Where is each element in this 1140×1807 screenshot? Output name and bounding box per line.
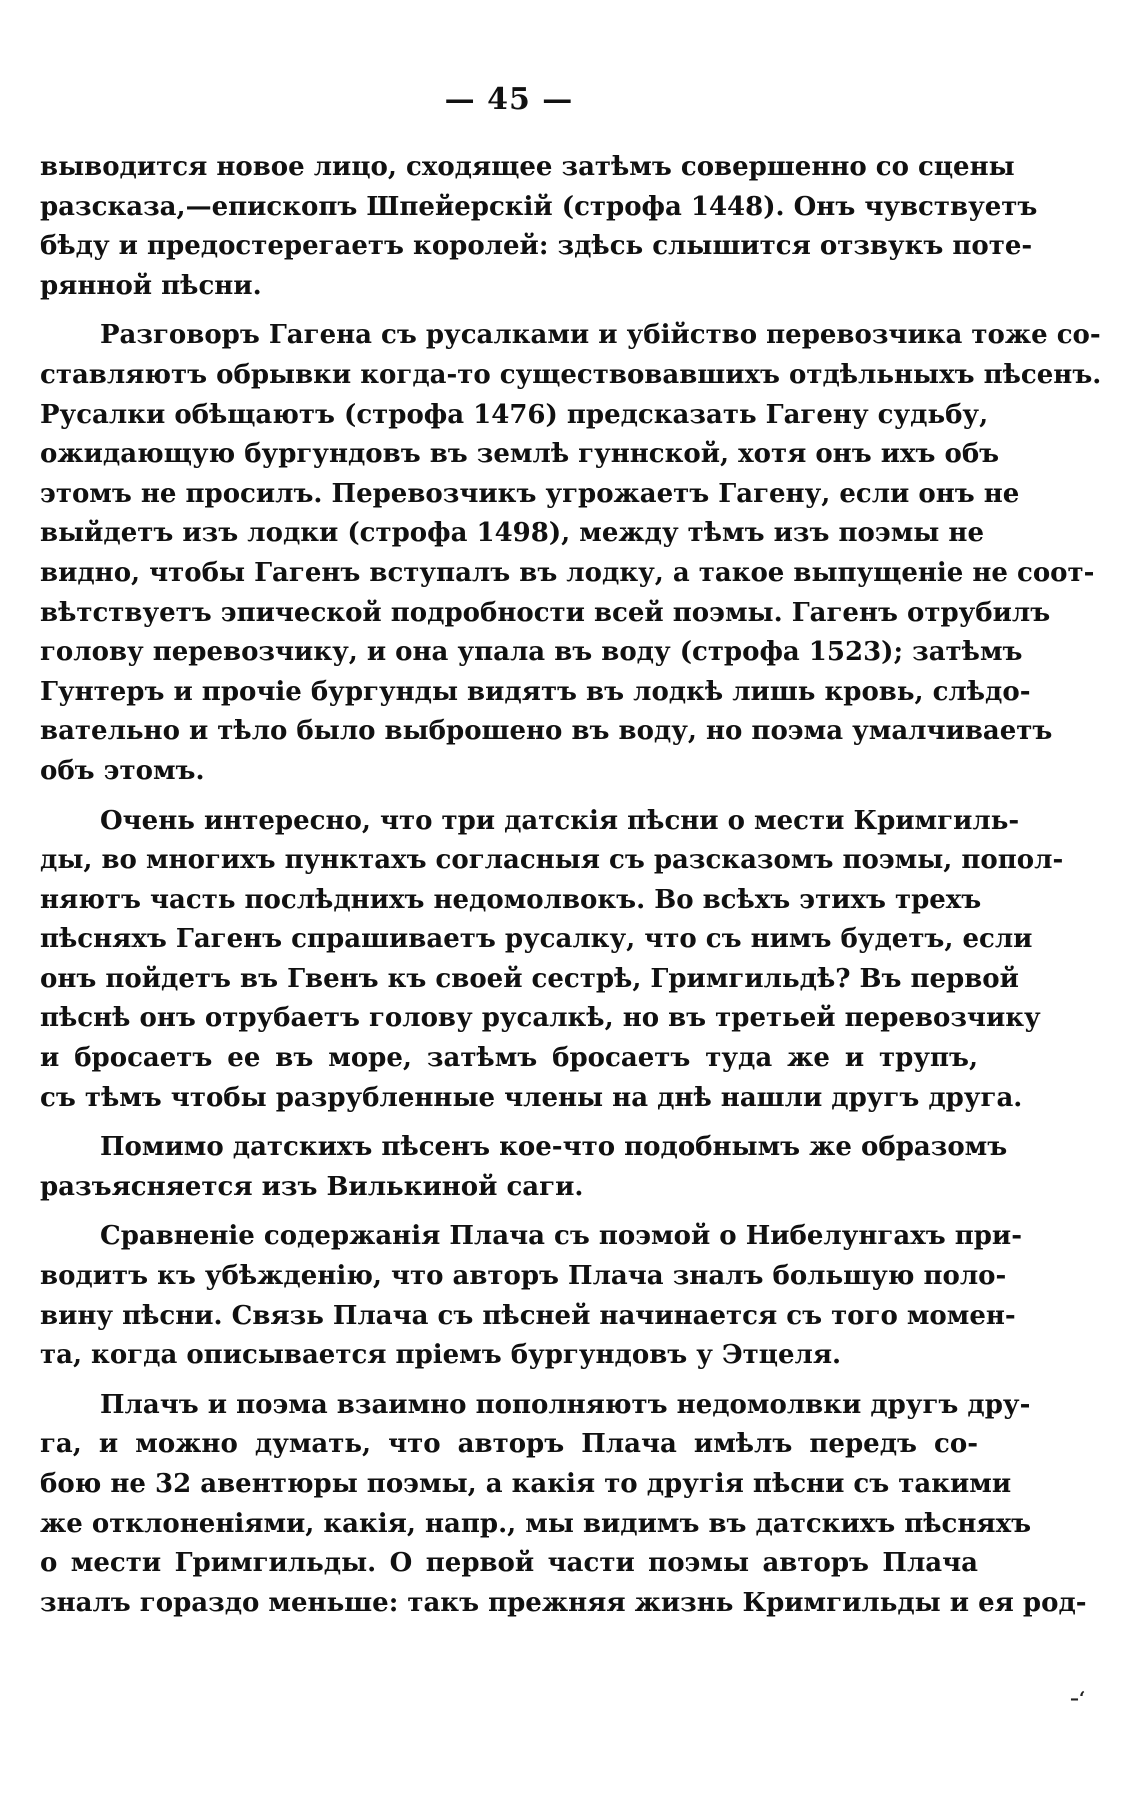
- text-line: та, когда описывается пріемъ бургундовъ у Этцеля.: [40, 1340, 842, 1371]
- text-line: ды, во многихъ пунктахъ согласныя съ разсказомъ поэмы, попол-: [40, 845, 1064, 876]
- text-line: ставляютъ обрывки когда-то существовавшихъ отдѣльныхъ пѣсенъ.: [40, 359, 1102, 390]
- text-line: о мести Гримгильды. О первой части поэмы авторъ Плача: [40, 1548, 978, 1579]
- paragraph: [40, 148, 1038, 306]
- book-page: [40, 80, 1102, 1633]
- text-line: водитъ къ убѣжденію, что авторъ Плача зналъ большую поло-: [40, 1261, 1007, 1292]
- text-line: выводится новое лицо, сходящее затѣмъ совершенно со сцены: [40, 152, 1015, 182]
- text-line: рянной пѣсни.: [40, 270, 262, 301]
- text-line: Гунтеръ и прочіе бургунды видятъ въ лодкѣ лишь кровь, слѣдо-: [40, 676, 1031, 707]
- text-line: Сравненіе содержанія Плача съ поэмой о Нибелунгахъ при-: [100, 1221, 1022, 1252]
- text-line: Русалки обѣщаютъ (строфа 1476) предсказать Гагену судьбу,: [40, 399, 989, 430]
- text-line: вательно и тѣло было выброшено въ воду, но поэма умалчиваетъ: [40, 716, 1053, 747]
- text-line: ожидающую бургундовъ въ землѣ гуннской, хотя онъ ихъ объ: [40, 439, 1000, 470]
- paragraph: [40, 1386, 1087, 1624]
- paragraph: [40, 802, 1064, 1119]
- text-line: Очень интересно, что три датскія пѣсни о мести Кримгиль-: [100, 805, 1020, 836]
- page-number: — 45 —: [444, 82, 574, 117]
- text-line: Плачъ и поэма взаимно пополняютъ недомолвки другъ дру-: [100, 1389, 1031, 1420]
- text-line: разъясняется изъ Вилькиной саги.: [40, 1171, 584, 1202]
- paragraph: [40, 1128, 1008, 1207]
- text-line: пѣсняхъ Гагенъ спрашиваетъ русалку, что съ нимъ будетъ, если: [40, 924, 1033, 955]
- text-line: бѣду и предостерегаетъ королей: здѣсь слышится отзвукъ поте-: [40, 231, 1033, 262]
- text-line: Разговоръ Гагена съ русалками и убійство перевозчика тоже со-: [100, 320, 1101, 351]
- text-line: съ тѣмъ чтобы разрубленные члены на днѣ нашли другъ друга.: [40, 1082, 1023, 1113]
- text-line: пѣснѣ онъ отрубаетъ голову русалкѣ, но въ третьей перевозчику: [40, 1003, 1041, 1034]
- text-line: выйдетъ изъ лодки (строфа 1498), между тѣмъ изъ поэмы не: [40, 518, 984, 549]
- printer-mark: –‘: [1070, 1688, 1086, 1709]
- text-line: га, и можно думать, что авторъ Плача имѣлъ передъ со-: [40, 1429, 978, 1460]
- text-line: вину пѣсни. Связь Плача съ пѣсней начинается съ того момен-: [40, 1300, 1016, 1331]
- paragraph: [40, 316, 1102, 791]
- paragraph: [40, 1217, 1022, 1375]
- text-line: этомъ не просилъ. Перевозчикъ угрожаетъ Гагену, если онъ не: [40, 478, 1020, 509]
- text-line: разсказа,—епископъ Шпейерскій (строфа 1448). Онъ чувствуетъ: [40, 191, 1038, 222]
- text-line: онъ пойдетъ въ Гвенъ къ своей сестрѣ, Гримгильдѣ? Въ первой: [40, 963, 1019, 994]
- text-line: объ этомъ.: [40, 755, 205, 786]
- text-body: [40, 148, 1102, 1623]
- text-line: видно, чтобы Гагенъ вступалъ въ лодку, а такое выпущеніе не соот-: [40, 557, 1095, 588]
- text-line: Помимо датскихъ пѣсенъ кое-что подобнымъ же образомъ: [100, 1132, 1008, 1163]
- text-line: бою не 32 авентюры поэмы, а какія то другія пѣсни съ такими: [40, 1469, 1012, 1499]
- text-line: вѣтствуетъ эпической подробности всей поэмы. Гагенъ отрубилъ: [40, 597, 1051, 628]
- text-line: голову перевозчику, и она упала въ воду (строфа 1523); затѣмъ: [40, 637, 1023, 668]
- text-line: и бросаетъ ее въ море, затѣмъ бросаетъ туда же и трупъ,: [40, 1043, 978, 1074]
- text-line: зналъ гораздо меньше: такъ прежняя жизнь Кримгильды и ея род-: [40, 1587, 1087, 1618]
- text-line: же отклоненіями, какія, напр., мы видимъ въ датскихъ пѣсняхъ: [40, 1508, 1032, 1539]
- text-line: няютъ часть послѣднихъ недомолвокъ. Во всѣхъ этихъ трехъ: [40, 884, 982, 915]
